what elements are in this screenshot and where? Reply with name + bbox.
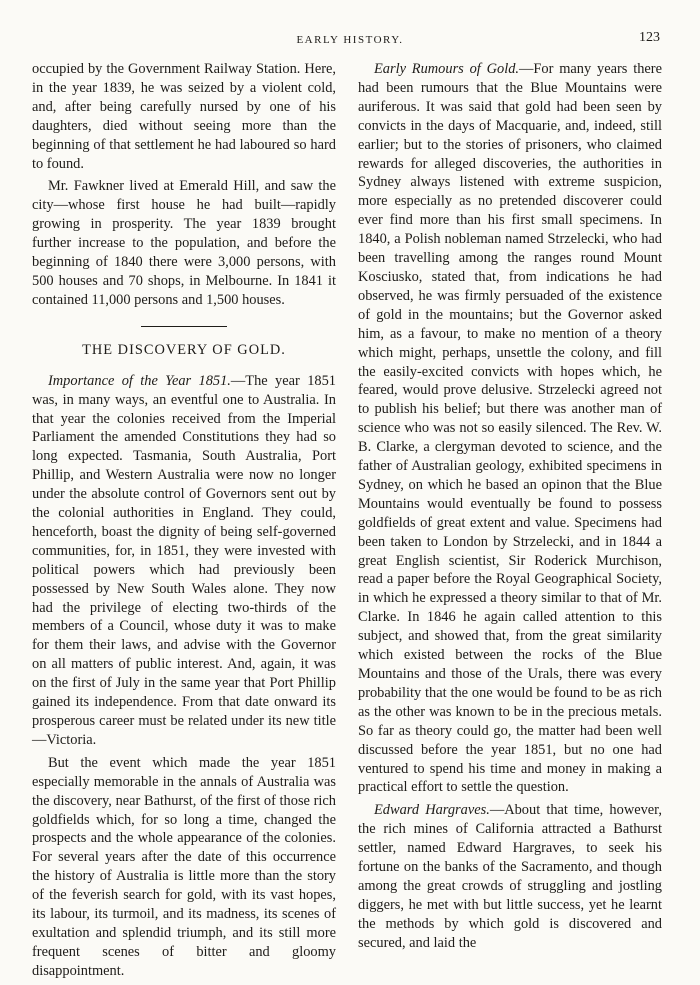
paragraph-text: —About that time, however, the rich mines of California attracted a Bathurst settler, named Edward Hargraves, to seek his fortune on the banks of the Sacramento, and though among the great crowds of struggling and jostling diggers, he met with but little success, yet he learnt the methods by which gold is discovered and secured, and laid the [358,802,662,951]
section-divider [141,326,227,327]
side-heading: Early Rumours of Gold. [374,61,520,77]
right-column [358,60,662,957]
running-head: EARLY HISTORY. [296,34,404,46]
side-heading: Importance of the Year 1851. [48,372,231,389]
paragraph: Mr. Fawkner lived at Emerald Hill, and saw the city—whose first house he had built—rapidly growing in prosperity. The year 1839 brought further increase to the population, and before the beginning of 1840 there were 3,000 persons, with 500 houses and 70 shops, in Melbourne. In 1841 it contained 11,000 persons and 1,500 houses. [32,178,336,308]
paragraph: But the event which made the year 1851 especially memorable in the annals of Australia was the discovery, near Bathurst, of the first of those rich goldfields which, for so long a time, changed the prospects and the whole appearance of the colonies. For several years after the date of this occurrence the history of Australia is little more than the story of the feverish search for gold, with its vast hopes, its labour, its turmoil, and its madness, its scenes of exultation and splendid triumph, and its still more frequent scenes of bitter and gloomy disappointment. [32,754,336,979]
section-title: THE DISCOVERY OF GOLD. [82,341,286,358]
side-heading: Edward Hargraves. [374,802,490,819]
left-column [32,60,336,985]
paragraph-text: —The year 1851 was, in many ways, an eventful one to Australia. In that year the colonies received from the Imperial Parliament the amended Constitutions they had so long expected. Tasmania, South Australia, Port Phillip, and Western Australia were now no longer under the absolute control of Governors sent out by the colonial authorities in England. They could, henceforth, boast the dignity of being self-governed communities, for, in 1851, they were invested with political powers which had previously been possessed by New South Wales alone. They now had the privilege of electing two-thirds of the members of a Council, whose duty it was to make for them their laws, and advise with the Governor on all matters of public interest. And, again, it was on the first of July in the same year that Port Phillip gained its independence. From that date onward its prosperous career must be related under its new title—Victoria. [32,372,336,748]
page-number: 123 [639,30,660,45]
paragraph [358,801,662,952]
paragraph [32,372,336,750]
paragraph-text: —For many years there had been rumours that the Blue Mountains were auriferous. It was said that gold had been seen by convicts in the days of Macquarie, and, indeed, still earlier; but to the stories of prisoners, who claimed rewards for alleged discoveries, the authorities in Sydney always listened with extreme suspicion, more especially as no pretended discoverer could ever find more than his first small specimens. In 1840, a Polish nobleman named Strzelecki, who had been travelling among the ranges round Mount Kosciusko, stated that, from indications he had observed, he was firmly persuaded of the existence of gold in the mountains; but the Governor asked him, as a favour, to make no mention of a theory which might, perhaps, unsettle the colony, and fill the easily-excited convicts with hopes which, he feared, would prove delusive. Strzelecki agreed not to publish his belief; but there was another man of science who was not so easily silenced. The Rev. W. B. Clarke, a clergyman devoted to science, and the father of Australian geology, exhibited specimens in Sydney, on which he based an opinon that the Blue Mountains would eventually be found to possess goldfields of great extent and value. Specimens had been taken to London by Strzelecki, and in 1844 a great English scientist, Sir Roderick Murchison, read a paper before the Royal Geographical Society, in which he expressed a theory similar to that of Mr. Clarke. In 1846 he again called attention to this subject, and showed that, from the great similarity which existed between the rocks of the Blue Mountains and those of the Urals, there was every probability that the one would be found to be as rich as the other was known to be in the precious metals. So far as theory could go, the matter had been well discussed before the year 1851, but no one had ventured to spend his time and money in making a practical effort to settle the question. [358,61,662,796]
paragraph: occupied by the Government Railway Station. Here, in the year 1839, he was seized by a violent cold, and, after being carefully nursed by one of his daughters, died without seeing more than the beginning of that settlement he had laboured so hard to found. [32,61,336,172]
paragraph [358,60,662,797]
